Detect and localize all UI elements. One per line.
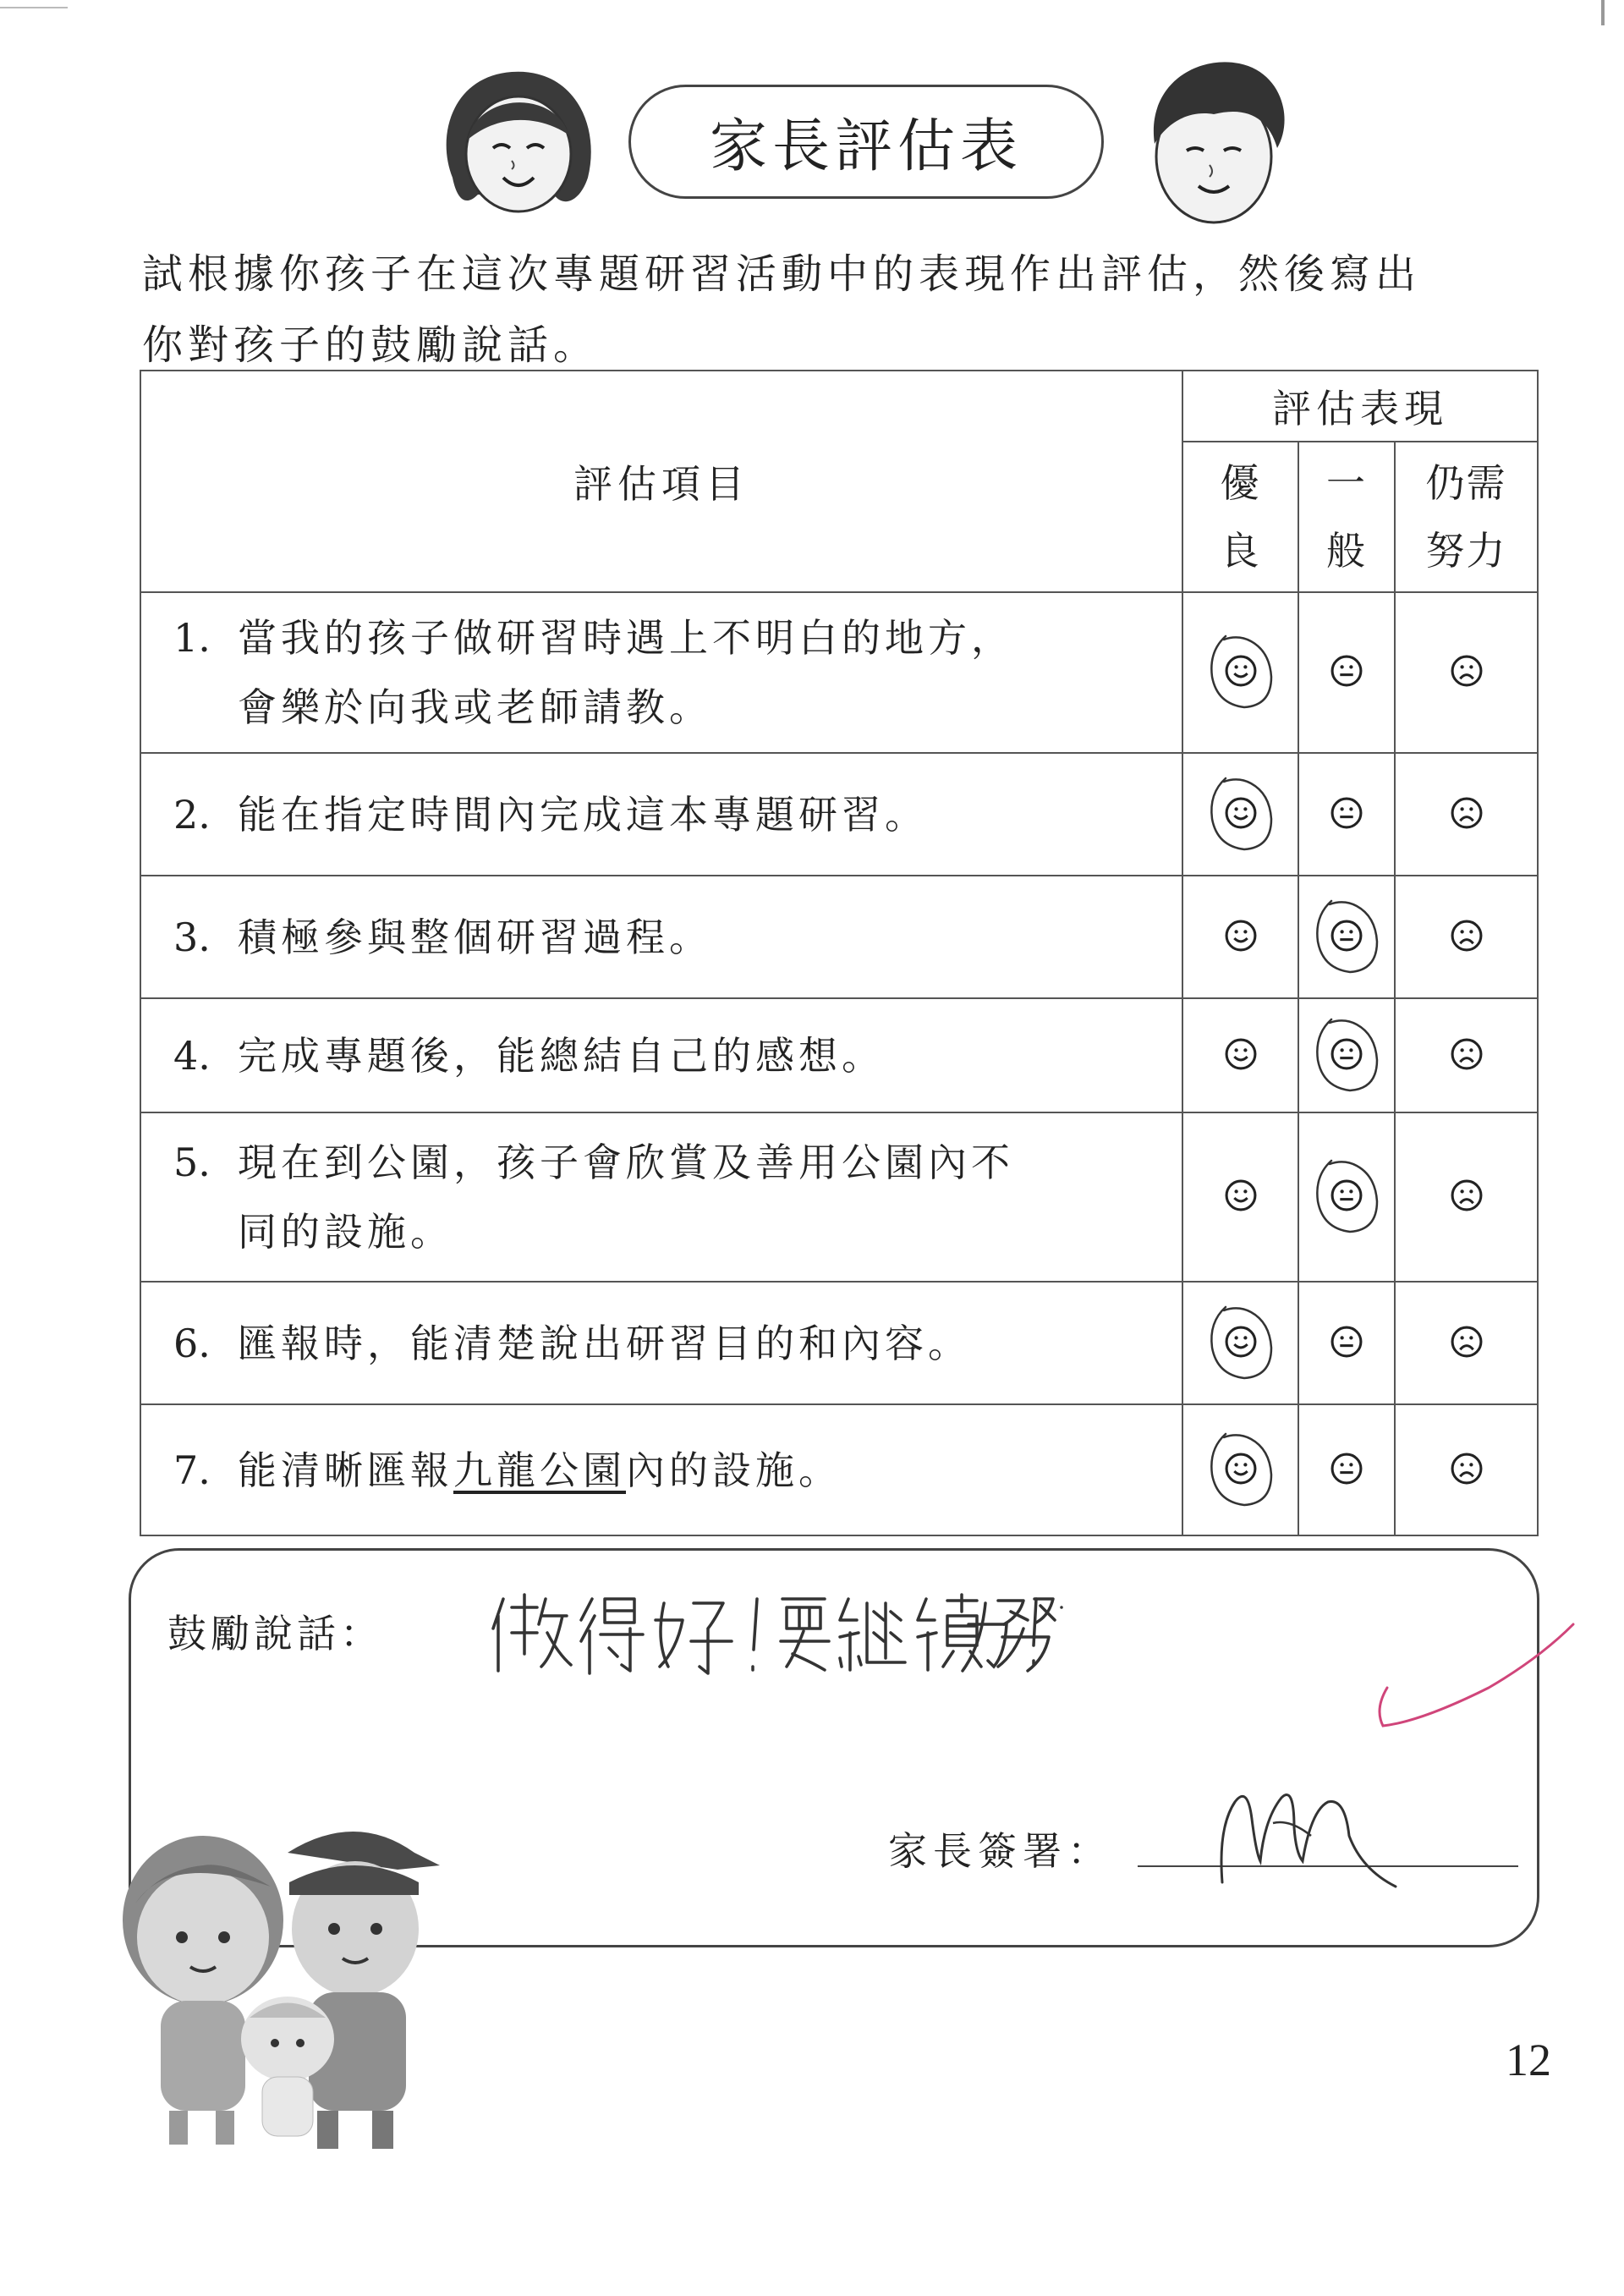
evaluation-item xyxy=(140,876,1182,998)
parent-signature xyxy=(1201,1760,1404,1912)
evaluation-row xyxy=(140,1282,1538,1404)
signature-label: 家長簽署： xyxy=(888,1828,1112,1874)
rating-cell-needs-effort[interactable] xyxy=(1395,1404,1538,1535)
children-illustration xyxy=(102,1802,457,2157)
item-text-line-1: 能在指定時間內完成這本專題研習。 xyxy=(238,791,928,838)
smile-icon xyxy=(1224,1452,1258,1489)
smile-icon xyxy=(1224,1325,1258,1362)
rating-cell-excellent[interactable] xyxy=(1182,753,1298,876)
rating-cell-needs-effort[interactable] xyxy=(1395,876,1538,998)
frown-icon xyxy=(1450,1452,1484,1489)
rating-cell-needs-effort[interactable] xyxy=(1395,592,1538,753)
evaluation-row xyxy=(140,753,1538,876)
item-number: 4. xyxy=(173,1032,211,1079)
item-number: 1. xyxy=(173,615,211,661)
frown-icon xyxy=(1450,919,1484,956)
smile-icon xyxy=(1224,1037,1258,1074)
item-text-line-1: 完成專題後，能總結自己的感想。 xyxy=(238,1032,885,1079)
rating-cell-needs-effort[interactable] xyxy=(1395,753,1538,876)
rating-cell-average[interactable] xyxy=(1298,1404,1395,1535)
rating-cell-excellent[interactable] xyxy=(1182,592,1298,753)
instructions-line-1: 試根據你孩子在這次專題研習活動中的表現作出評估，然後寫出 xyxy=(142,250,1422,298)
rating-cell-excellent[interactable] xyxy=(1182,876,1298,998)
column-header-excellent: 優 良 xyxy=(1182,442,1298,592)
instructions xyxy=(142,239,1538,381)
teacher-check-mark xyxy=(1370,1607,1590,1751)
item-number: 5. xyxy=(173,1140,211,1185)
column-header-needs-effort: 仍需 努力 xyxy=(1395,442,1538,592)
rating-cell-average[interactable] xyxy=(1298,998,1395,1112)
rating-cell-average[interactable] xyxy=(1298,1112,1395,1282)
evaluation-table xyxy=(140,370,1539,1536)
item-text-line1-post: 內的設施。 xyxy=(626,1447,842,1493)
smile-icon xyxy=(1224,796,1258,833)
frown-icon xyxy=(1450,796,1484,833)
rating-cell-average[interactable] xyxy=(1298,1282,1395,1404)
evaluation-item xyxy=(140,1112,1182,1282)
neutral-face-icon xyxy=(1330,1037,1363,1074)
neutral-face-icon xyxy=(1330,919,1363,956)
rating-cell-excellent[interactable] xyxy=(1182,1404,1298,1535)
item-column-header: 評估項目 xyxy=(140,371,1182,592)
evaluation-row xyxy=(140,1404,1538,1535)
item-text-line-1: 當我的孩子做研習時遇上不明白的地方， xyxy=(238,615,1014,661)
item-number: 3. xyxy=(173,914,211,960)
item-text-line1-underlined: 九龍公園 xyxy=(453,1447,626,1493)
evaluation-item xyxy=(140,592,1182,753)
father-face-illustration xyxy=(1129,51,1303,233)
smile-icon xyxy=(1224,919,1258,956)
rating-cell-excellent[interactable] xyxy=(1182,1282,1298,1404)
column-header-average: 一 般 xyxy=(1298,442,1395,592)
rating-cell-average[interactable] xyxy=(1298,753,1395,876)
evaluation-row xyxy=(140,592,1538,753)
frown-icon xyxy=(1450,1178,1484,1216)
item-number: 2. xyxy=(173,791,211,838)
smile-icon xyxy=(1224,654,1258,691)
evaluation-row xyxy=(140,876,1538,998)
item-text-line-1: 匯報時，能清楚說出研習目的和內容。 xyxy=(238,1320,971,1366)
instructions-line-2: 你對孩子的鼓勵說話。 xyxy=(142,321,600,369)
mother-face-illustration xyxy=(427,59,609,228)
item-text-line-1: 現在到公園，孩子會欣賞及善用公園內不 xyxy=(238,1140,1014,1185)
handwritten-comment-end xyxy=(956,1586,1066,1679)
neutral-face-icon xyxy=(1330,654,1363,691)
evaluation-item xyxy=(140,753,1182,876)
evaluation-item xyxy=(140,1404,1182,1535)
frown-icon xyxy=(1450,1037,1484,1074)
smile-icon xyxy=(1224,1178,1258,1216)
comment-label: 鼓勵說話： xyxy=(167,1611,383,1656)
evaluation-item xyxy=(140,1282,1182,1404)
page-number: 12 xyxy=(1506,2035,1551,2085)
item-text-line-2: 同的設施。 xyxy=(238,1209,453,1255)
neutral-face-icon xyxy=(1330,1178,1363,1216)
item-number: 7. xyxy=(173,1447,211,1493)
evaluation-item xyxy=(140,998,1182,1112)
page-title: 家長評估表 xyxy=(628,85,1104,199)
item-number: 6. xyxy=(173,1320,211,1366)
rating-cell-needs-effort[interactable] xyxy=(1395,998,1538,1112)
evaluation-row xyxy=(140,1112,1538,1282)
rating-cell-needs-effort[interactable] xyxy=(1395,1112,1538,1282)
scan-edge-mark xyxy=(1601,0,1605,25)
frown-icon xyxy=(1450,654,1484,691)
evaluation-row xyxy=(140,998,1538,1112)
neutral-face-icon xyxy=(1330,1452,1363,1489)
rating-cell-excellent[interactable] xyxy=(1182,1112,1298,1282)
rating-cell-average[interactable] xyxy=(1298,592,1395,753)
scan-corner-mark xyxy=(0,7,68,8)
performance-column-header: 評估表現 xyxy=(1182,371,1538,442)
neutral-face-icon xyxy=(1330,1325,1363,1362)
rating-cell-average[interactable] xyxy=(1298,876,1395,998)
rating-cell-needs-effort[interactable] xyxy=(1395,1282,1538,1404)
neutral-face-icon xyxy=(1330,796,1363,833)
frown-icon xyxy=(1450,1325,1484,1362)
rating-cell-excellent[interactable] xyxy=(1182,998,1298,1112)
item-text-line1-pre: 能清晰匯報 xyxy=(238,1447,453,1493)
item-text-line-2: 會樂於向我或老師請教。 xyxy=(238,684,712,730)
item-text-line-1: 積極參與整個研習過程。 xyxy=(238,914,712,960)
